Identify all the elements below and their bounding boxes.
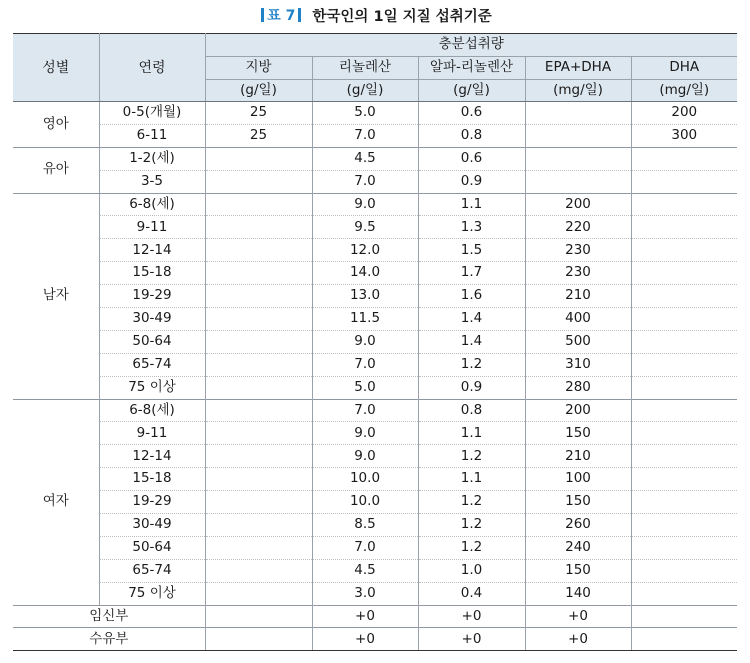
group-cell: 여자 (13, 399, 99, 605)
cell-ala: 1.1 (418, 468, 525, 491)
cell-dha: 300 (631, 124, 737, 147)
cell-dha (631, 170, 737, 193)
cell-age: 12-14 (99, 445, 205, 468)
special-group-cell: 임신부 (13, 605, 205, 628)
cell-dha (631, 308, 737, 331)
cell-epa: +0 (525, 628, 631, 651)
cell-fat (205, 193, 312, 216)
cell-ala: 1.4 (418, 308, 525, 331)
cell-ala: 1.7 (418, 262, 525, 285)
cell-age: 9-11 (99, 216, 205, 239)
cell-ala: +0 (418, 628, 525, 651)
cell-epa: 220 (525, 216, 631, 239)
lipid-intake-table (13, 33, 737, 651)
cell-age: 6-8(세) (99, 193, 205, 216)
cell-epa: +0 (525, 605, 631, 628)
table-body (13, 102, 737, 651)
cell-epa: 140 (525, 582, 631, 605)
cell-ala: 1.2 (418, 514, 525, 537)
cell-fat (205, 491, 312, 514)
header-epa-dha: EPA+DHA (525, 57, 631, 80)
cell-epa (525, 124, 631, 147)
cell-la: 7.0 (312, 399, 418, 422)
cell-ala: 0.4 (418, 582, 525, 605)
cell-ala: 1.2 (418, 445, 525, 468)
table-row (13, 628, 737, 651)
cell-la: 7.0 (312, 353, 418, 376)
tag-bar-right (298, 8, 301, 22)
table-title: 한국인의 1일 지질 섭취기준 (312, 8, 492, 25)
cell-epa: 200 (525, 399, 631, 422)
table-header (13, 34, 737, 102)
cell-la: 5.0 (312, 102, 418, 125)
cell-la: 11.5 (312, 308, 418, 331)
cell-dha (631, 445, 737, 468)
cell-epa: 280 (525, 376, 631, 399)
header-linoleic-acid: 리놀레산 (312, 57, 418, 80)
cell-fat (205, 376, 312, 399)
cell-age: 0-5(개월) (99, 102, 205, 125)
cell-fat (205, 308, 312, 331)
cell-la: +0 (312, 628, 418, 651)
cell-ala: 0.8 (418, 124, 525, 147)
cell-fat (205, 147, 312, 170)
cell-dha (631, 582, 737, 605)
cell-fat: 25 (205, 102, 312, 125)
table-row (13, 102, 737, 125)
group-cell: 남자 (13, 193, 99, 399)
cell-age: 12-14 (99, 239, 205, 262)
table-row (13, 514, 737, 537)
cell-epa: 200 (525, 193, 631, 216)
cell-epa: 260 (525, 514, 631, 537)
cell-la: 10.0 (312, 468, 418, 491)
cell-la: 9.0 (312, 330, 418, 353)
cell-age: 50-64 (99, 330, 205, 353)
table-row (13, 216, 737, 239)
cell-dha (631, 468, 737, 491)
header-alpha-linolenic-acid: 알파-리놀렌산 (418, 57, 525, 80)
table-row (13, 582, 737, 605)
cell-la: 3.0 (312, 582, 418, 605)
cell-la: 14.0 (312, 262, 418, 285)
cell-epa: 240 (525, 536, 631, 559)
cell-age: 30-49 (99, 514, 205, 537)
cell-fat (205, 605, 312, 628)
cell-fat (205, 262, 312, 285)
cell-age: 65-74 (99, 559, 205, 582)
cell-dha (631, 628, 737, 651)
cell-ala: 1.2 (418, 491, 525, 514)
table-row (13, 285, 737, 308)
cell-epa: 210 (525, 445, 631, 468)
cell-la: 7.0 (312, 124, 418, 147)
cell-fat: 25 (205, 124, 312, 147)
cell-fat (205, 628, 312, 651)
cell-ala: 1.1 (418, 193, 525, 216)
cell-age: 9-11 (99, 422, 205, 445)
cell-fat (205, 353, 312, 376)
tag-bar-left (261, 8, 264, 22)
table-row (13, 605, 737, 628)
cell-dha (631, 536, 737, 559)
cell-age: 1-2(세) (99, 147, 205, 170)
cell-fat (205, 330, 312, 353)
cell-epa: 400 (525, 308, 631, 331)
table-number-tag (258, 5, 304, 25)
cell-epa: 150 (525, 559, 631, 582)
cell-dha (631, 353, 737, 376)
cell-age: 75 이상 (99, 582, 205, 605)
cell-ala: 0.6 (418, 102, 525, 125)
cell-age: 75 이상 (99, 376, 205, 399)
cell-dha (631, 262, 737, 285)
cell-age: 65-74 (99, 353, 205, 376)
cell-dha (631, 399, 737, 422)
cell-age: 15-18 (99, 262, 205, 285)
table-number: 표 7 (267, 8, 296, 24)
cell-fat (205, 399, 312, 422)
cell-fat (205, 239, 312, 262)
cell-dha (631, 193, 737, 216)
header-sex: 성별 (13, 34, 99, 102)
table-row (13, 399, 737, 422)
cell-la: 4.5 (312, 559, 418, 582)
cell-la: 12.0 (312, 239, 418, 262)
table-row (13, 239, 737, 262)
cell-ala: 1.6 (418, 285, 525, 308)
cell-ala: +0 (418, 605, 525, 628)
header-unit-fat: (g/일) (205, 80, 312, 102)
cell-la: 7.0 (312, 170, 418, 193)
cell-age: 3-5 (99, 170, 205, 193)
cell-dha (631, 147, 737, 170)
table-row (13, 491, 737, 514)
cell-epa (525, 147, 631, 170)
table-row (13, 353, 737, 376)
cell-age: 19-29 (99, 285, 205, 308)
cell-dha (631, 330, 737, 353)
cell-fat (205, 559, 312, 582)
cell-age: 15-18 (99, 468, 205, 491)
cell-la: 5.0 (312, 376, 418, 399)
cell-la: 9.0 (312, 422, 418, 445)
cell-epa: 230 (525, 262, 631, 285)
cell-la: 13.0 (312, 285, 418, 308)
cell-age: 6-8(세) (99, 399, 205, 422)
table-row (13, 536, 737, 559)
cell-dha: 200 (631, 102, 737, 125)
cell-dha (631, 491, 737, 514)
header-unit-ala: (g/일) (418, 80, 525, 102)
cell-epa: 100 (525, 468, 631, 491)
cell-age: 30-49 (99, 308, 205, 331)
table-row (13, 170, 737, 193)
header-adequate-intake: 충분섭취량 (205, 34, 737, 57)
table-row (13, 308, 737, 331)
table-row (13, 147, 737, 170)
special-group-cell: 수유부 (13, 628, 205, 651)
cell-fat (205, 468, 312, 491)
table-row (13, 445, 737, 468)
cell-ala: 1.2 (418, 536, 525, 559)
cell-epa (525, 170, 631, 193)
cell-fat (205, 582, 312, 605)
group-cell: 영아 (13, 102, 99, 148)
cell-la: 10.0 (312, 491, 418, 514)
cell-fat (205, 170, 312, 193)
cell-ala: 1.2 (418, 353, 525, 376)
cell-ala: 1.0 (418, 559, 525, 582)
cell-fat (205, 285, 312, 308)
cell-epa: 500 (525, 330, 631, 353)
cell-dha (631, 216, 737, 239)
cell-ala: 0.6 (418, 147, 525, 170)
cell-dha (631, 285, 737, 308)
table-row (13, 376, 737, 399)
group-cell: 유아 (13, 147, 99, 193)
cell-la: 9.0 (312, 193, 418, 216)
cell-dha (631, 559, 737, 582)
cell-ala: 0.9 (418, 376, 525, 399)
header-unit-epa: (mg/일) (525, 80, 631, 102)
cell-la: 9.0 (312, 445, 418, 468)
cell-ala: 0.8 (418, 399, 525, 422)
cell-epa: 210 (525, 285, 631, 308)
cell-fat (205, 445, 312, 468)
cell-la: 9.5 (312, 216, 418, 239)
cell-fat (205, 514, 312, 537)
cell-age: 50-64 (99, 536, 205, 559)
cell-epa: 230 (525, 239, 631, 262)
cell-dha (631, 239, 737, 262)
cell-epa: 150 (525, 491, 631, 514)
cell-ala: 1.5 (418, 239, 525, 262)
table-row (13, 468, 737, 491)
cell-la: 4.5 (312, 147, 418, 170)
cell-ala: 0.9 (418, 170, 525, 193)
cell-dha (631, 605, 737, 628)
cell-epa: 310 (525, 353, 631, 376)
cell-ala: 1.4 (418, 330, 525, 353)
cell-fat (205, 216, 312, 239)
header-unit-la: (g/일) (312, 80, 418, 102)
table-row (13, 559, 737, 582)
cell-dha (631, 514, 737, 537)
cell-age: 6-11 (99, 124, 205, 147)
cell-la: 8.5 (312, 514, 418, 537)
cell-epa (525, 102, 631, 125)
header-fat: 지방 (205, 57, 312, 80)
table-row (13, 262, 737, 285)
table-row (13, 193, 737, 216)
cell-la: +0 (312, 605, 418, 628)
header-unit-dha: (mg/일) (631, 80, 737, 102)
header-age: 연령 (99, 34, 205, 102)
cell-fat (205, 422, 312, 445)
cell-fat (205, 536, 312, 559)
cell-dha (631, 376, 737, 399)
cell-dha (631, 422, 737, 445)
cell-ala: 1.3 (418, 216, 525, 239)
cell-ala: 1.1 (418, 422, 525, 445)
table-caption (0, 0, 750, 30)
cell-epa: 150 (525, 422, 631, 445)
table-row (13, 330, 737, 353)
cell-age: 19-29 (99, 491, 205, 514)
header-dha: DHA (631, 57, 737, 80)
table-row (13, 124, 737, 147)
cell-la: 7.0 (312, 536, 418, 559)
table-row (13, 422, 737, 445)
